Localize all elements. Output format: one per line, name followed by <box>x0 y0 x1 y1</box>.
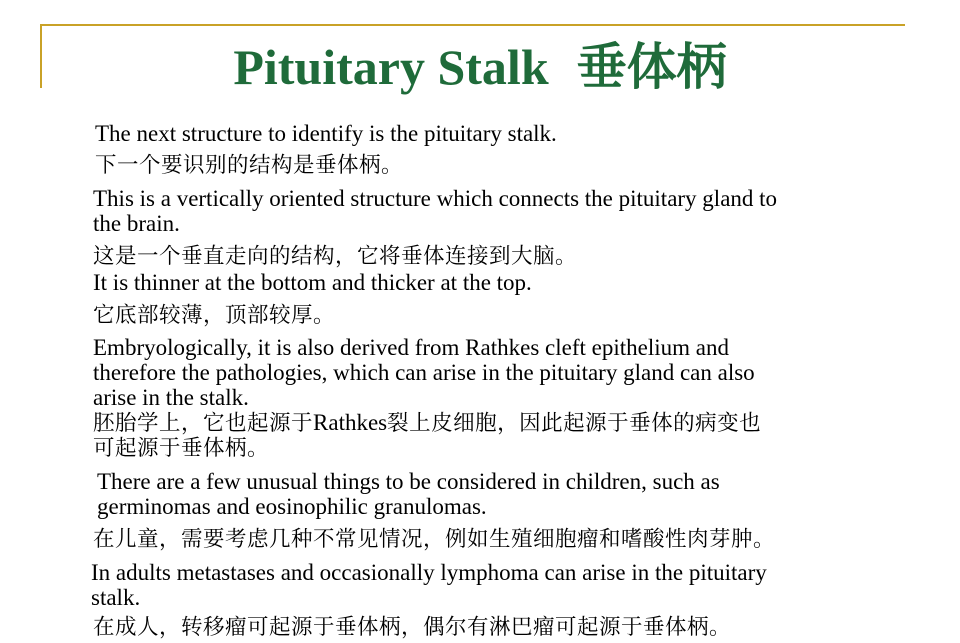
slide-title <box>0 34 960 100</box>
paragraph-6-chinese: 在成人，转移瘤可起源于垂体柄，偶尔有淋巴瘤可起源于垂体柄。 <box>93 615 732 640</box>
paragraph-6-english-line-2: stalk. <box>91 585 141 610</box>
title-english: Pituitary Stalk <box>233 39 549 95</box>
paragraph-1-english: The next structure to identify is the pituitary stalk. <box>95 121 557 146</box>
frame-top-border <box>40 24 905 26</box>
paragraph-5-english-line-1: There are a few unusual things to be considered in children, such as <box>97 469 720 494</box>
paragraph-5-chinese: 在儿童，需要考虑几种不常见情况，例如生殖细胞瘤和嗜酸性肉芽肿。 <box>93 527 776 552</box>
paragraph-6-english-line-1: In adults metastases and occasionally lymphoma can arise in the pituitary <box>91 560 767 585</box>
paragraph-2-english-line-1: This is a vertically oriented structure which connects the pituitary gland to <box>93 186 778 211</box>
paragraph-2-english-line-2: the brain. <box>93 211 180 236</box>
paragraph-3-chinese: 它底部较薄，顶部较厚。 <box>93 303 336 328</box>
paragraph-3-english: It is thinner at the bottom and thicker at the top. <box>93 270 532 295</box>
paragraph-1-chinese: 下一个要识别的结构是垂体柄。 <box>95 153 404 178</box>
paragraph-4-english <box>93 335 755 410</box>
paragraph-4-chinese-line-2: 可起源于垂体柄。 <box>93 436 270 461</box>
paragraph-4-english-line-2: therefore the pathologies, which can arise in the pituitary gland can also <box>93 360 755 385</box>
paragraph-4-chinese-line-1-part-c: 裂上皮细胞，因此起源于垂体的病变也 <box>387 411 762 436</box>
title-chinese: 垂体柄 <box>576 38 727 96</box>
paragraph-4-chinese-line-1-latin: Rathkes <box>313 410 388 435</box>
paragraph-4-chinese <box>93 410 761 461</box>
paragraph-4-chinese-line-1 <box>93 410 761 436</box>
paragraph-6-english <box>91 560 767 610</box>
paragraph-4-english-line-3: arise in the stalk. <box>93 385 249 410</box>
paragraph-4-chinese-line-1-part-a: 胚胎学上，它也起源于 <box>93 411 314 436</box>
paragraph-4-english-line-1: Embryologically, it is also derived from Rathkes cleft epithelium and <box>93 335 729 360</box>
paragraph-2-english <box>93 186 777 236</box>
paragraph-2-chinese: 这是一个垂直走向的结构，它将垂体连接到大脑。 <box>93 244 578 269</box>
paragraph-5-english-line-2: germinomas and eosinophilic granulomas. <box>97 494 487 519</box>
paragraph-5-english <box>97 469 720 519</box>
